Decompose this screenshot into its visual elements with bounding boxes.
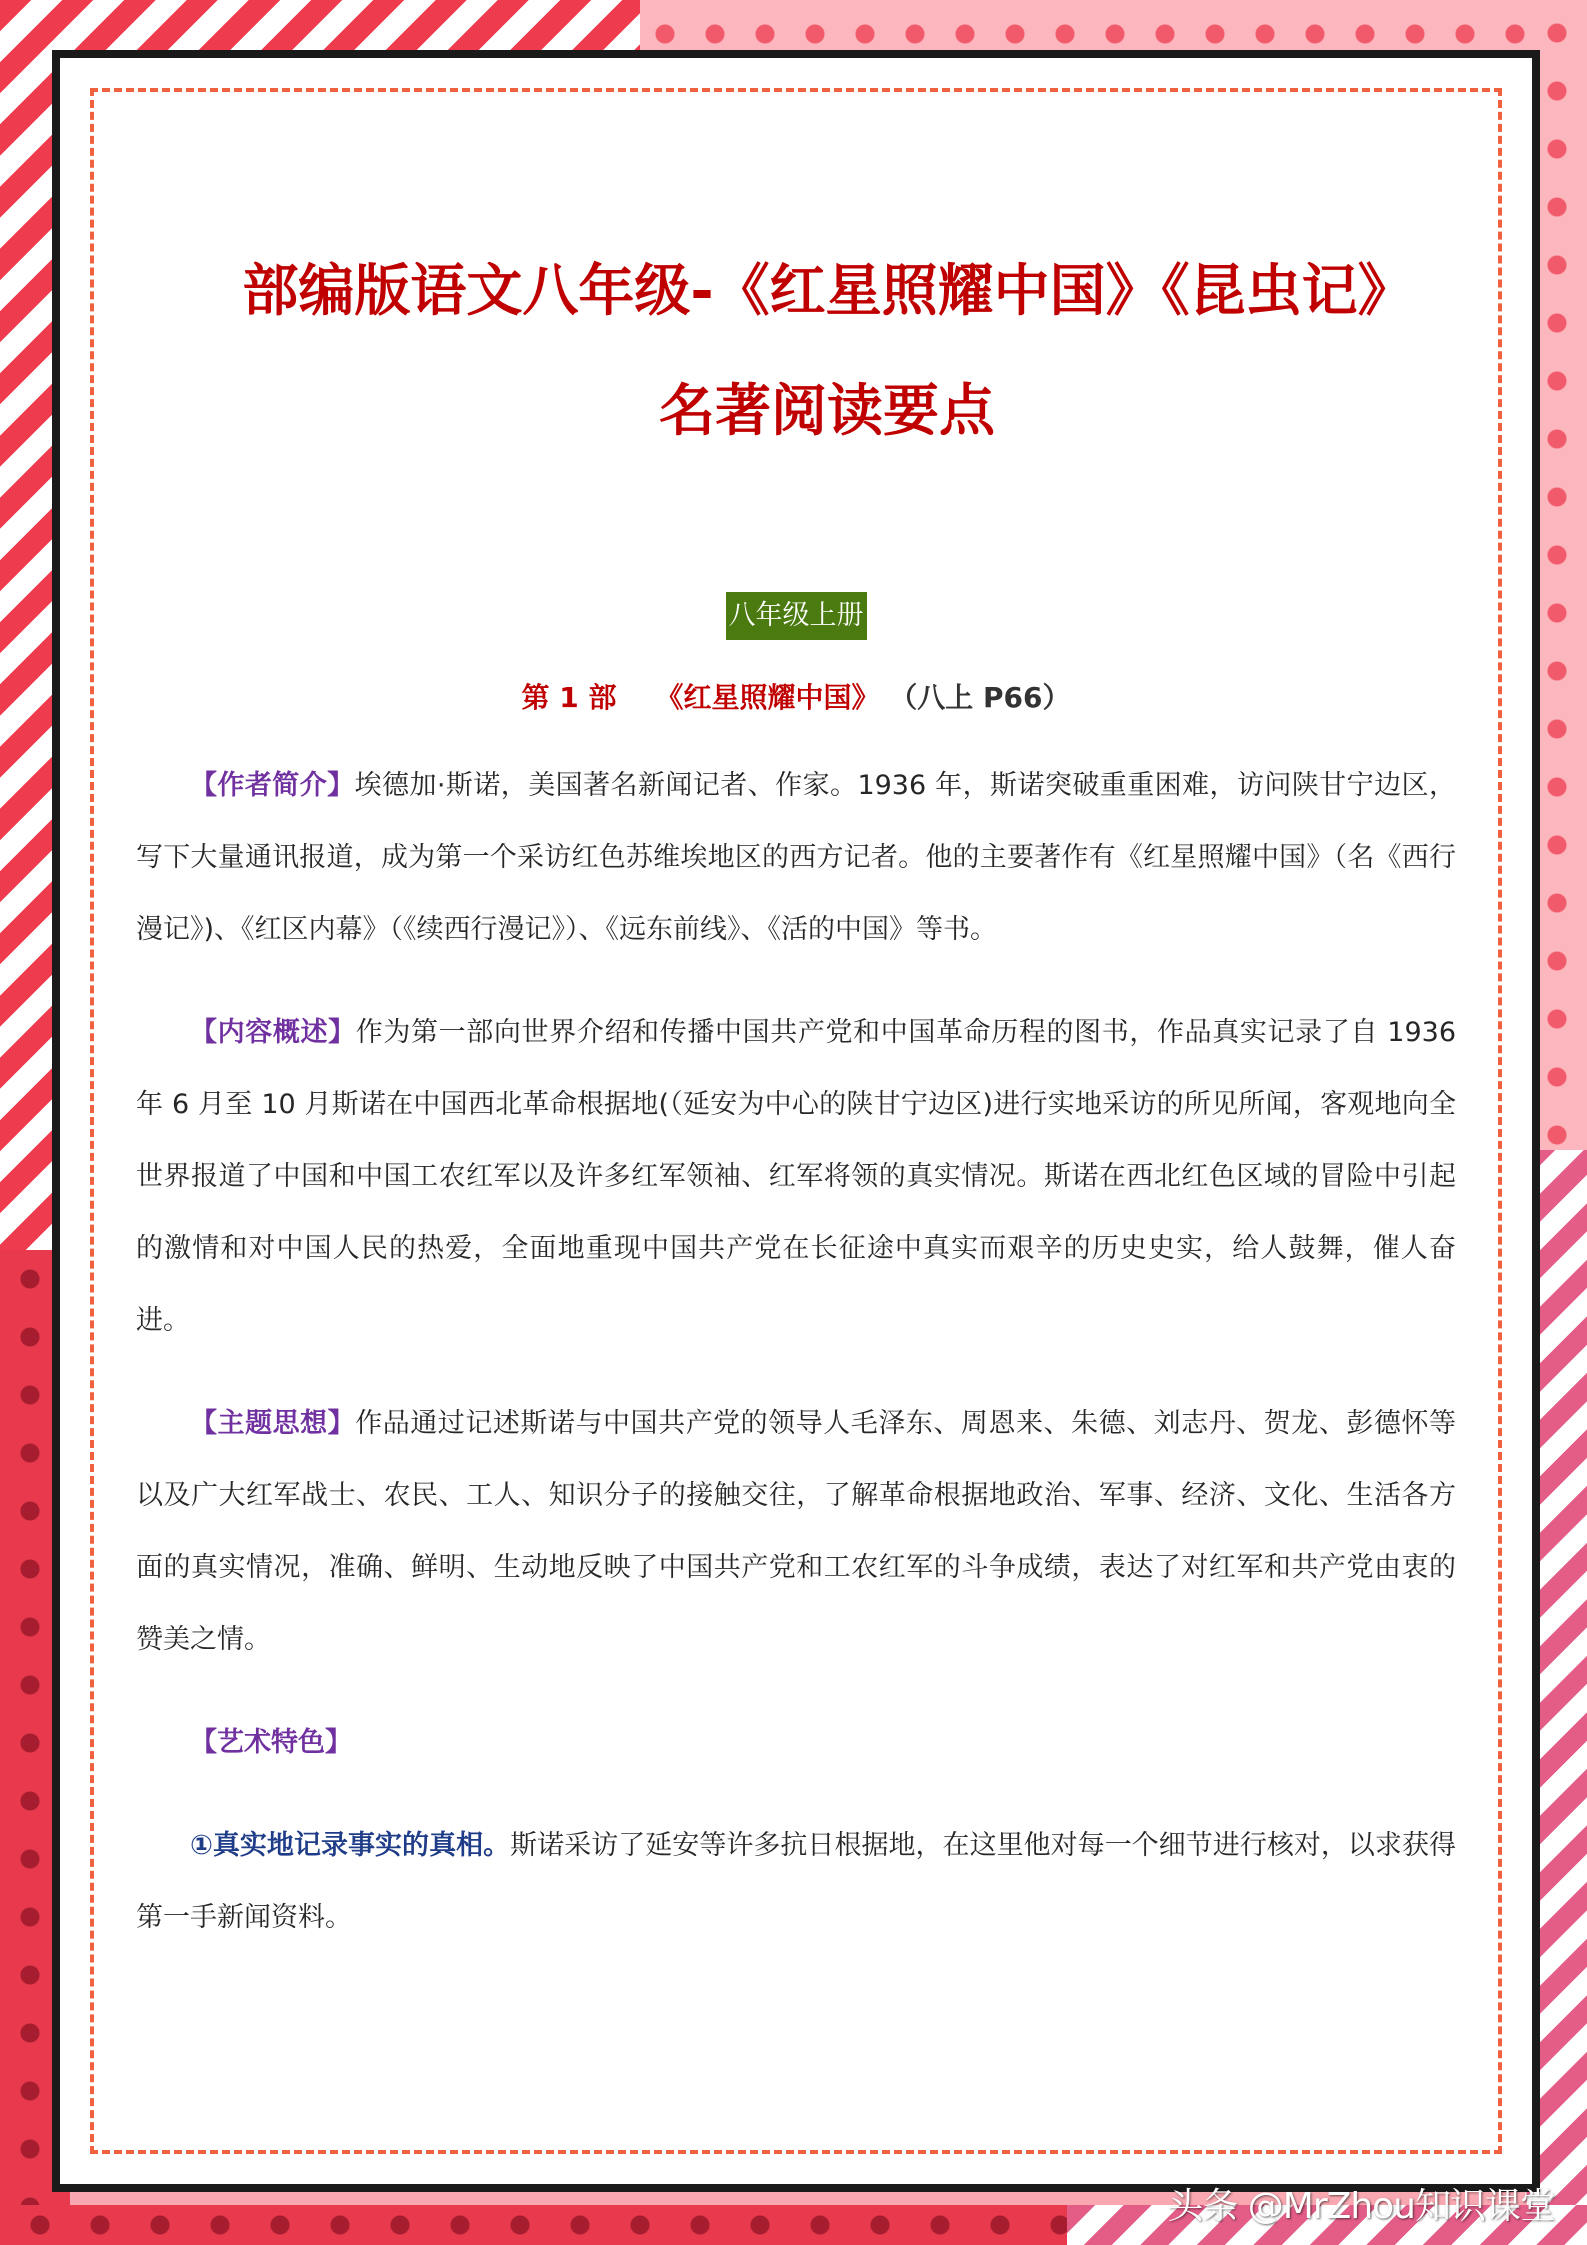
part-heading [136, 678, 1456, 718]
part-number: 第 1 部 [521, 681, 617, 714]
document-content [136, 92, 1456, 1954]
document-card [52, 50, 1540, 2192]
section-text: 作品通过记述斯诺与中国共产党的领导人毛泽东、周恩来、朱德、刘志丹、贺龙、彭德怀等以及广大红军战士、农民、工人、知识分子的接触交往，了解革命根据地政治、军事、经济、文化、生活各方面的真实情况，准确、鲜明、生动地反映了中国共产党和工农红军的斗争成绩，表达了对红军和共产党由衷的赞美之情。 [136, 1408, 1457, 1655]
feature-item-1 [136, 1810, 1456, 1954]
section-theme [136, 1388, 1456, 1676]
section-text: 作为第一部向世界介绍和传播中国共产党和中国革命历程的图书，作品真实记录了自 1936 年 6 月至 10 月斯诺在中国西北革命根据地(（延安为中心的陕甘宁边区)进行实地采访的所见所闻，客观地向全世界报道了中国和中国工农红军以及许多红军领袖、红军将领的真实情况。斯诺在西北红色区域的冒险中引起的激情和对中国人民的热爱，全面地重现中国共产党在长征途中真实而艰辛的历史史实，给人鼓舞，催人奋进。 [136, 1017, 1457, 1336]
part-book-title: 《红星照耀中国》 [655, 681, 880, 714]
decor-bottom-red-dots [0, 2205, 1100, 2245]
section-author [136, 750, 1456, 966]
grade-label-text: 八年级上册 [726, 592, 867, 640]
grade-label [136, 592, 1456, 640]
section-tag: 【主题思想】 [190, 1408, 356, 1439]
page-subtitle: 名著阅读要点 [659, 379, 995, 444]
feature-text: 斯诺采访了延安等许多抗日根据地，在这里他对每一个细节进行核对，以求获得第一手新闻资料。 [136, 1830, 1456, 1933]
art-tag: 【艺术特色】 [190, 1727, 352, 1758]
section-text: 埃德加·斯诺，美国著名新闻记者、作家。1936 年，斯诺突破重重困难，访问陕甘宁边区，写下大量通讯报道，成为第一个采访红色苏维埃地区的西方记者。他的主要著作有《红星照耀中国》（名《西行漫记》)、《红区内幕》（《续西行漫记》）、《远东前线》、《活的中国》等书。 [136, 770, 1456, 945]
dashed-frame [90, 88, 1502, 2154]
part-page-ref: （八上 P66） [889, 681, 1071, 714]
section-art [136, 1707, 1456, 1779]
section-summary [136, 997, 1456, 1357]
page-title: 部编版语文八年级-《红星照耀中国》《昆虫记》 [242, 259, 1414, 324]
feature-head: ①真实地记录事实的真相。 [190, 1830, 511, 1861]
watermark: 头条 @MrZhou知识课堂 [1167, 2186, 1555, 2227]
section-tag: 【内容概述】 [190, 1017, 356, 1048]
section-tag: 【作者简介】 [190, 770, 355, 801]
